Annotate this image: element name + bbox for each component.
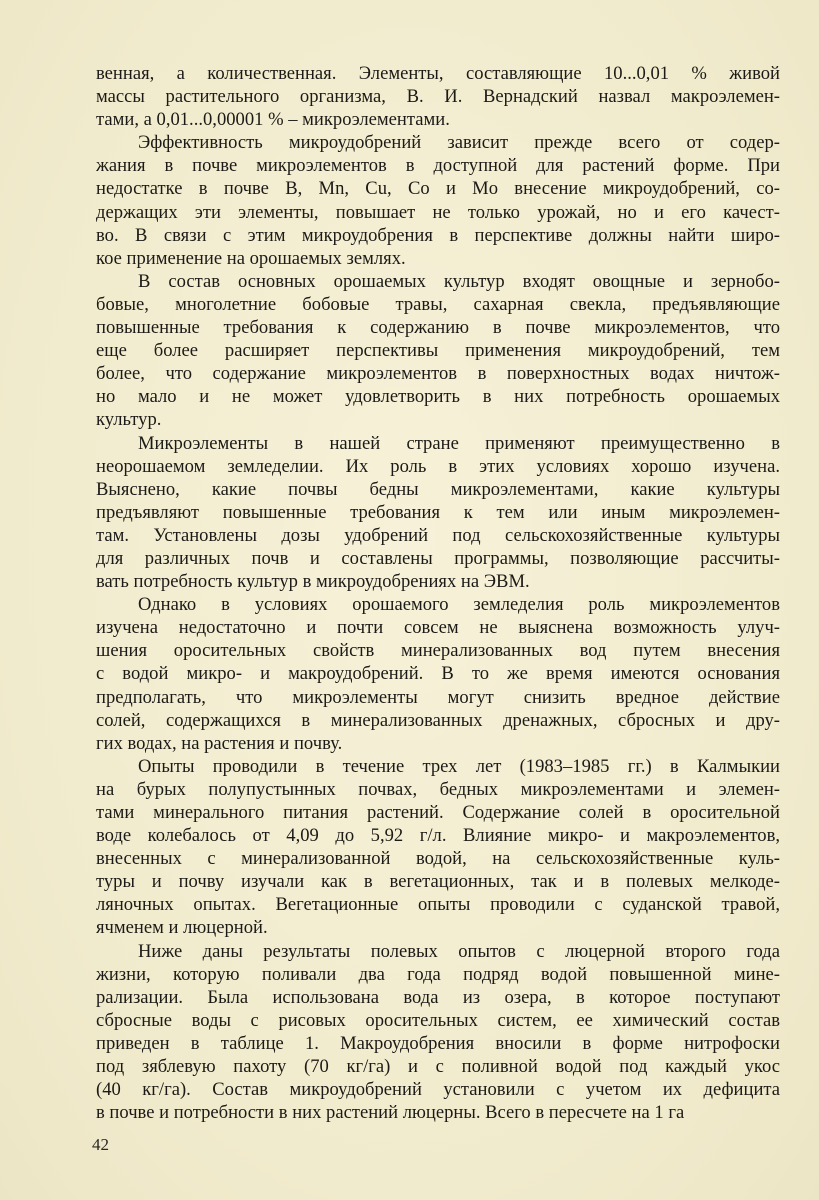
text-line: солей, содержащихся в минерализованных дренажных, сбросных и дру- [96, 709, 780, 731]
text-line: бовые, многолетние бобовые травы, сахарная свекла, предъявляющие [96, 293, 780, 315]
text-line: изучена недостаточно и почти совсем не выяснена возможность улуч- [96, 617, 780, 639]
text-line: рализации. Была использована вода из озера, в которое поступают [96, 986, 780, 1008]
paragraph [96, 593, 780, 755]
text-line: неорошаемом земледелии. Их роль в этих условиях хорошо изучена. [96, 455, 780, 477]
text-line: в почве и потребности в них растений люцерны. Всего в пересчете на 1 га [96, 1102, 685, 1124]
paragraph [96, 62, 780, 131]
text-line: Опыты проводили в течение трех лет (1983–1985 гг.) в Калмыкии [138, 755, 780, 777]
text-line: во. В связи с этим микроудобрения в перспективе должны найти широ- [96, 224, 780, 246]
text-line: ячменем и люцерной. [96, 917, 268, 939]
text-line: ляночных опытах. Вегетационные опыты проводили с суданской травой, [96, 894, 780, 916]
text-line: В состав основных орошаемых культур входят овощные и зернобо- [138, 270, 780, 292]
text-line: для различных почв и составлены программы, позволяющие рассчиты- [96, 547, 780, 569]
text-line: Однако в условиях орошаемого земледелия роль микроэлементов [138, 594, 780, 616]
text-line: (40 кг/га). Состав микроудобрений установили с учетом их дефицита [96, 1079, 780, 1101]
text-line: на бурых полупустынных почвах, бедных микроэлементами и элемен- [96, 778, 780, 800]
text-line: Выяснено, какие почвы бедны микроэлементами, какие культуры [96, 478, 780, 500]
text-line: шения оросительных свойств минерализованных вод путем внесения [96, 640, 780, 662]
text-line: еще более расширяет перспективы применения микроудобрений, тем [96, 340, 780, 362]
text-line: недостатке в почве B, Mn, Cu, Co и Mo внесение микроудобрений, со- [96, 178, 780, 200]
text-line: туры и почву изучали как в вегетационных, так и в полевых мелкоде- [96, 871, 780, 893]
text-line: предполагать, что микроэлементы могут снизить вредное действие [96, 686, 780, 708]
text-line: держащих эти элементы, повышает не только урожай, но и его качест- [96, 201, 780, 223]
page-number: 42 [92, 1135, 109, 1154]
text-line: но мало и не может удовлетворить в них потребность орошаемых [96, 386, 780, 408]
text-line: жизни, которую поливали два года подряд водой повышенной мине- [96, 963, 780, 985]
text-line: сбросные воды с рисовых оросительных систем, ее химический состав [96, 1009, 780, 1031]
text-line: кое применение на орошаемых землях. [96, 247, 406, 269]
text-line: массы растительного организма, В. И. Вернадский назвал макроэлемен- [96, 86, 780, 108]
text-line: Микроэлементы в нашей стране применяют преимущественно в [138, 432, 780, 454]
text-line: с водой микро- и макроудобрений. В то же время имеются основания [96, 663, 780, 685]
text-line: культур. [96, 409, 162, 431]
text-line: венная, а количественная. Элементы, составляющие 10...0,01 % живой [96, 63, 780, 84]
text-line: Эффективность микроудобрений зависит прежде всего от содер- [138, 132, 780, 154]
text-line: Ниже даны результаты полевых опытов с люцерной второго года [138, 940, 780, 962]
text-line: гих водах, на растения и почву. [96, 732, 343, 754]
text-line: вать потребность культур в микроудобрениях на ЭВМ. [96, 571, 530, 593]
text-line: тами минерального питания растений. Содержание солей в оросительной [96, 802, 780, 823]
paragraph [96, 940, 780, 1125]
body-text [96, 62, 780, 1124]
text-line: жания в почве микроэлементов в доступной для растений форме. При [96, 155, 780, 177]
text-line: тами, а 0,01...0,00001 % – микроэлементами. [96, 109, 450, 131]
paragraph [96, 131, 780, 270]
text-line: повышенные требования к содержанию в почве микроэлементов, что [96, 317, 780, 339]
text-line: под зяблевую пахоту (70 кг/га) и с поливной водой под каждый укос [96, 1056, 780, 1078]
text-line: воде колебалось от 4,09 до 5,92 г/л. Влияние микро- и макроэлементов, [96, 825, 780, 847]
paragraph [96, 755, 780, 940]
text-line: более, что содержание микроэлементов в поверхностных водах ничтож- [96, 363, 780, 385]
paragraph [96, 432, 780, 594]
text-line: приведен в таблице 1. Макроудобрения вносили в форме нитрофоски [96, 1032, 780, 1054]
text-line: там. Установлены дозы удобрений под сельскохозяйственные культуры [96, 524, 780, 546]
text-line: внесенных с минерализованной водой, на сельскохозяйственные куль- [96, 848, 780, 870]
paragraph [96, 270, 780, 432]
text-line: предъявляют повышенные требования к тем или иным микроэлемен- [96, 501, 780, 523]
